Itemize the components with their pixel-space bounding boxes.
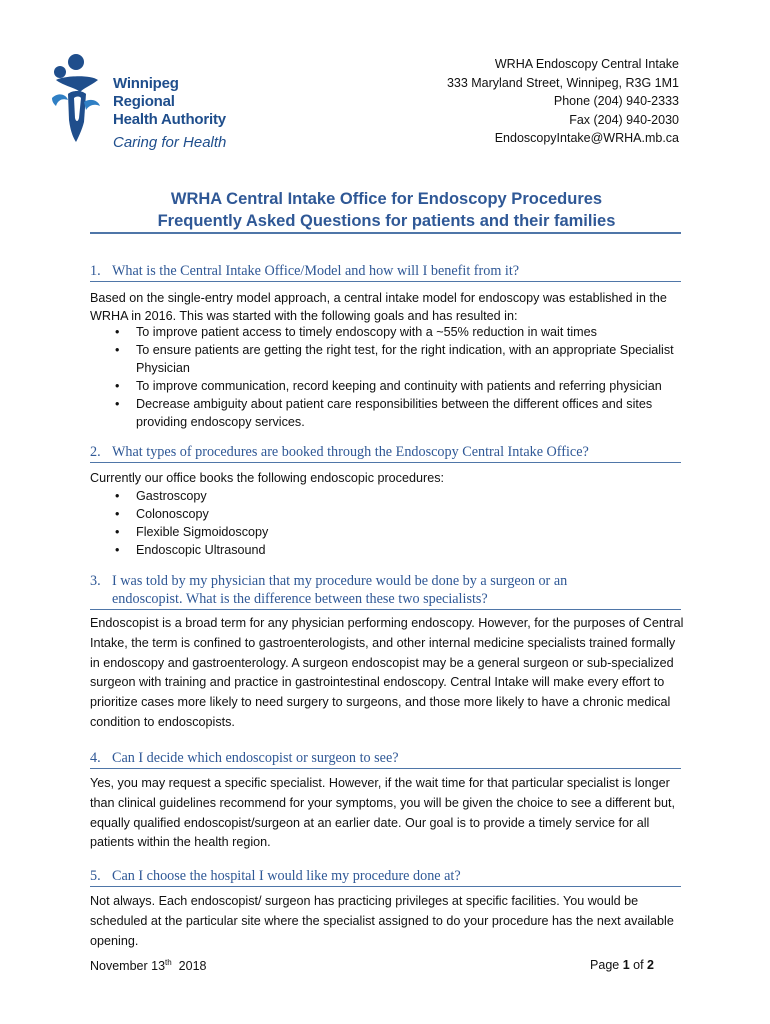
list-item: • Endoscopic Ultrasound bbox=[115, 543, 266, 557]
bullet-icon: • bbox=[115, 543, 120, 557]
bullet-icon: • bbox=[115, 507, 120, 521]
person-figure-icon bbox=[50, 52, 102, 144]
question-heading-4 bbox=[90, 749, 681, 769]
question-text: Can I decide which endoscopist or surgeon to see? bbox=[112, 750, 399, 766]
bullet-icon: • bbox=[115, 397, 120, 411]
document-title bbox=[92, 188, 681, 232]
logo-line-1: Winnipeg Regional bbox=[113, 75, 179, 110]
bullet-icon: • bbox=[115, 489, 120, 503]
title-line-1: WRHA Central Intake Office for Endoscopy Procedures bbox=[170, 190, 603, 208]
question-text-line-2: endoscopist. What is the difference between these two specialists? bbox=[112, 591, 488, 607]
answer-body-3: Endoscopist is a broad term for any physician performing endoscopy. However, for the purposes of Central Intake, the term is confined to gastroenterologists, and other internal medicine specialists trained formally in endoscopy and gastroenterology. A surgeon endoscopist may be a general surgeon or sub-specialized surgeon with training and practice in gastrointestinal endoscopy. Central Intake will make every effort to prioritize cases more likely to need surgery to surgeons, and those more likely to have a chronic medical condition to endoscopists. bbox=[90, 616, 684, 729]
list-item: • Colonoscopy bbox=[115, 507, 209, 521]
bullet-icon: • bbox=[115, 343, 120, 357]
answer-body-4: Yes, you may request a specific specialist. However, if the wait time for that particular specialist is longer than clinical guidelines recommend for your symptoms, you will be given the choice to see a different but, equally qualified endoscopist/surgeon at an earlier date. Our goal is to provide a timely service for all patients within the health region. bbox=[90, 776, 675, 850]
answer-intro-1: Based on the single-entry model approach, a central intake model for endoscopy was established in the WRHA in 2016. This was started with the following goals and has resulted in: bbox=[90, 291, 667, 323]
title-line-2: Frequently Asked Questions for patients and their families bbox=[157, 212, 616, 230]
question-number: 4. bbox=[90, 750, 101, 766]
contact-fax: Fax (204) 940-2030 bbox=[569, 112, 679, 127]
question-text: What is the Central Intake Office/Model and how will I benefit from it? bbox=[112, 263, 520, 279]
question-text: What types of procedures are booked through the Endoscopy Central Intake Office? bbox=[112, 444, 589, 460]
contact-email[interactable]: EndoscopyIntake@WRHA.mb.ca bbox=[494, 131, 679, 146]
question-number: 5. bbox=[90, 868, 101, 884]
question-number: 3. bbox=[90, 573, 101, 589]
logo-wordmark bbox=[113, 75, 240, 152]
question-number: 2. bbox=[90, 444, 101, 460]
question-text: Can I choose the hospital I would like my procedure done at? bbox=[112, 868, 461, 884]
logo-tagline: Caring for Health bbox=[113, 134, 227, 151]
list-item: • Gastroscopy bbox=[115, 489, 207, 503]
question-heading-3 bbox=[90, 572, 681, 610]
question-text-line-1: I was told by my physician that my procedure would be done by a surgeon or an bbox=[112, 573, 568, 589]
bullet-icon: • bbox=[115, 525, 120, 539]
bullet-icon: • bbox=[115, 379, 120, 393]
answer-list-1 bbox=[90, 323, 684, 431]
list-item: • To improve patient access to timely endoscopy with a ~55% reduction in wait times bbox=[115, 325, 597, 339]
title-divider bbox=[90, 232, 681, 234]
question-heading-5 bbox=[90, 867, 681, 887]
question-heading-1 bbox=[90, 262, 681, 282]
contact-phone: Phone (204) 940-2333 bbox=[553, 94, 679, 109]
list-item: • To improve communication, record keeping and continuity with patients and referring physician bbox=[115, 379, 662, 393]
answer-body-5: Not always. Each endoscopist/ surgeon has practicing privileges at specific facilities. You would be scheduled at the particular site where the specialist assigned to do your procedure has the next available opening. bbox=[90, 894, 674, 948]
footer-date: November 13th 2018 bbox=[90, 958, 207, 974]
wrha-logo bbox=[50, 52, 240, 151]
contact-block bbox=[447, 55, 679, 148]
page-indicator: Page 1 of 2 bbox=[590, 958, 654, 972]
list-item: • Decrease ambiguity about patient care responsibilities between the different offices and sites providing endoscopy services. bbox=[115, 397, 653, 429]
bullet-icon: • bbox=[115, 325, 120, 339]
question-heading-2 bbox=[90, 443, 681, 463]
contact-address: 333 Maryland Street, Winnipeg, R3G 1M1 bbox=[446, 75, 679, 90]
list-item: • To ensure patients are getting the right test, for the right indication, with an appropriate Specialist Physician bbox=[115, 343, 674, 375]
answer-intro-2: Currently our office books the following endoscopic procedures: bbox=[90, 471, 444, 485]
question-number: 1. bbox=[90, 263, 101, 279]
logo-line-2: Health Authority bbox=[113, 111, 226, 128]
list-item: • Flexible Sigmoidoscopy bbox=[115, 525, 269, 539]
answer-list-2 bbox=[90, 487, 684, 559]
contact-office: WRHA Endoscopy Central Intake bbox=[494, 57, 679, 71]
